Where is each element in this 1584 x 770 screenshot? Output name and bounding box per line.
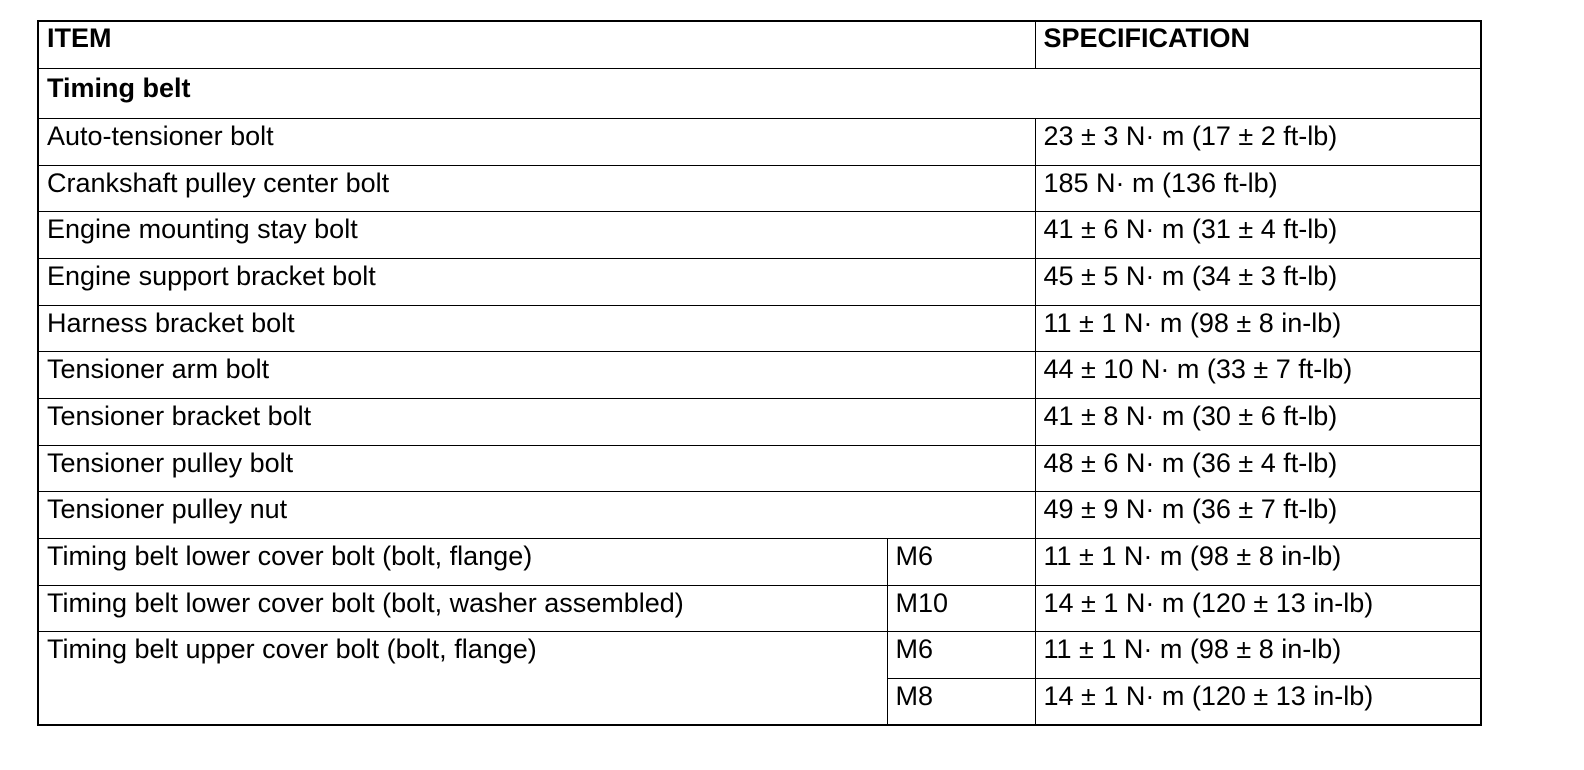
table-row xyxy=(38,165,1481,211)
header-row xyxy=(38,21,1481,68)
item-cell: Engine support bracket bolt xyxy=(38,258,1035,305)
table-row xyxy=(38,305,1481,351)
size-cell: M8 xyxy=(887,679,1035,725)
table-row xyxy=(38,211,1481,258)
item-cell: Crankshaft pulley center bolt xyxy=(38,165,1035,211)
spec-cell: 14 ± 1 N· m (120 ± 13 in-lb) xyxy=(1035,679,1481,725)
spec-cell: 185 N· m (136 ft-lb) xyxy=(1035,165,1481,211)
item-cell: Tensioner bracket bolt xyxy=(38,399,1035,446)
spec-cell: 49 ± 9 N· m (36 ± 7 ft-lb) xyxy=(1035,492,1481,539)
spec-cell: 11 ± 1 N· m (98 ± 8 in-lb) xyxy=(1035,632,1481,679)
spec-cell: 48 ± 6 N· m (36 ± 4 ft-lb) xyxy=(1035,446,1481,492)
spec-cell: 45 ± 5 N· m (34 ± 3 ft-lb) xyxy=(1035,258,1481,305)
table-row xyxy=(38,539,1481,586)
spec-cell: 44 ± 10 N· m (33 ± 7 ft-lb) xyxy=(1035,351,1481,398)
table-row xyxy=(38,351,1481,398)
item-cell: Engine mounting stay bolt xyxy=(38,211,1035,258)
spec-cell: 14 ± 1 N· m (120 ± 13 in-lb) xyxy=(1035,586,1481,632)
table-row xyxy=(38,632,1481,679)
size-cell: M6 xyxy=(887,632,1035,679)
spec-cell: 41 ± 8 N· m (30 ± 6 ft-lb) xyxy=(1035,399,1481,446)
spec-cell: 41 ± 6 N· m (31 ± 4 ft-lb) xyxy=(1035,211,1481,258)
item-cell: Timing belt upper cover bolt (bolt, flange) xyxy=(38,632,887,725)
size-cell: M6 xyxy=(887,539,1035,586)
section-title: Timing belt xyxy=(38,68,1481,118)
spec-cell: 11 ± 1 N· m (98 ± 8 in-lb) xyxy=(1035,539,1481,586)
item-cell: Timing belt lower cover bolt (bolt, flange) xyxy=(38,539,887,586)
item-cell: Tensioner pulley bolt xyxy=(38,446,1035,492)
size-cell: M10 xyxy=(887,586,1035,632)
table-row xyxy=(38,118,1481,165)
table-row xyxy=(38,446,1481,492)
table-row xyxy=(38,399,1481,446)
item-cell: Tensioner arm bolt xyxy=(38,351,1035,398)
table-row xyxy=(38,258,1481,305)
header-item: ITEM xyxy=(38,21,1035,68)
item-cell: Auto-tensioner bolt xyxy=(38,118,1035,165)
table-row xyxy=(38,492,1481,539)
section-row xyxy=(38,68,1481,118)
header-specification: SPECIFICATION xyxy=(1035,21,1481,68)
spec-cell: 23 ± 3 N· m (17 ± 2 ft-lb) xyxy=(1035,118,1481,165)
spec-cell: 11 ± 1 N· m (98 ± 8 in-lb) xyxy=(1035,305,1481,351)
item-cell: Tensioner pulley nut xyxy=(38,492,1035,539)
item-cell: Harness bracket bolt xyxy=(38,305,1035,351)
table-row xyxy=(38,586,1481,632)
torque-spec-table xyxy=(37,20,1482,726)
item-cell: Timing belt lower cover bolt (bolt, washer assembled) xyxy=(38,586,887,632)
